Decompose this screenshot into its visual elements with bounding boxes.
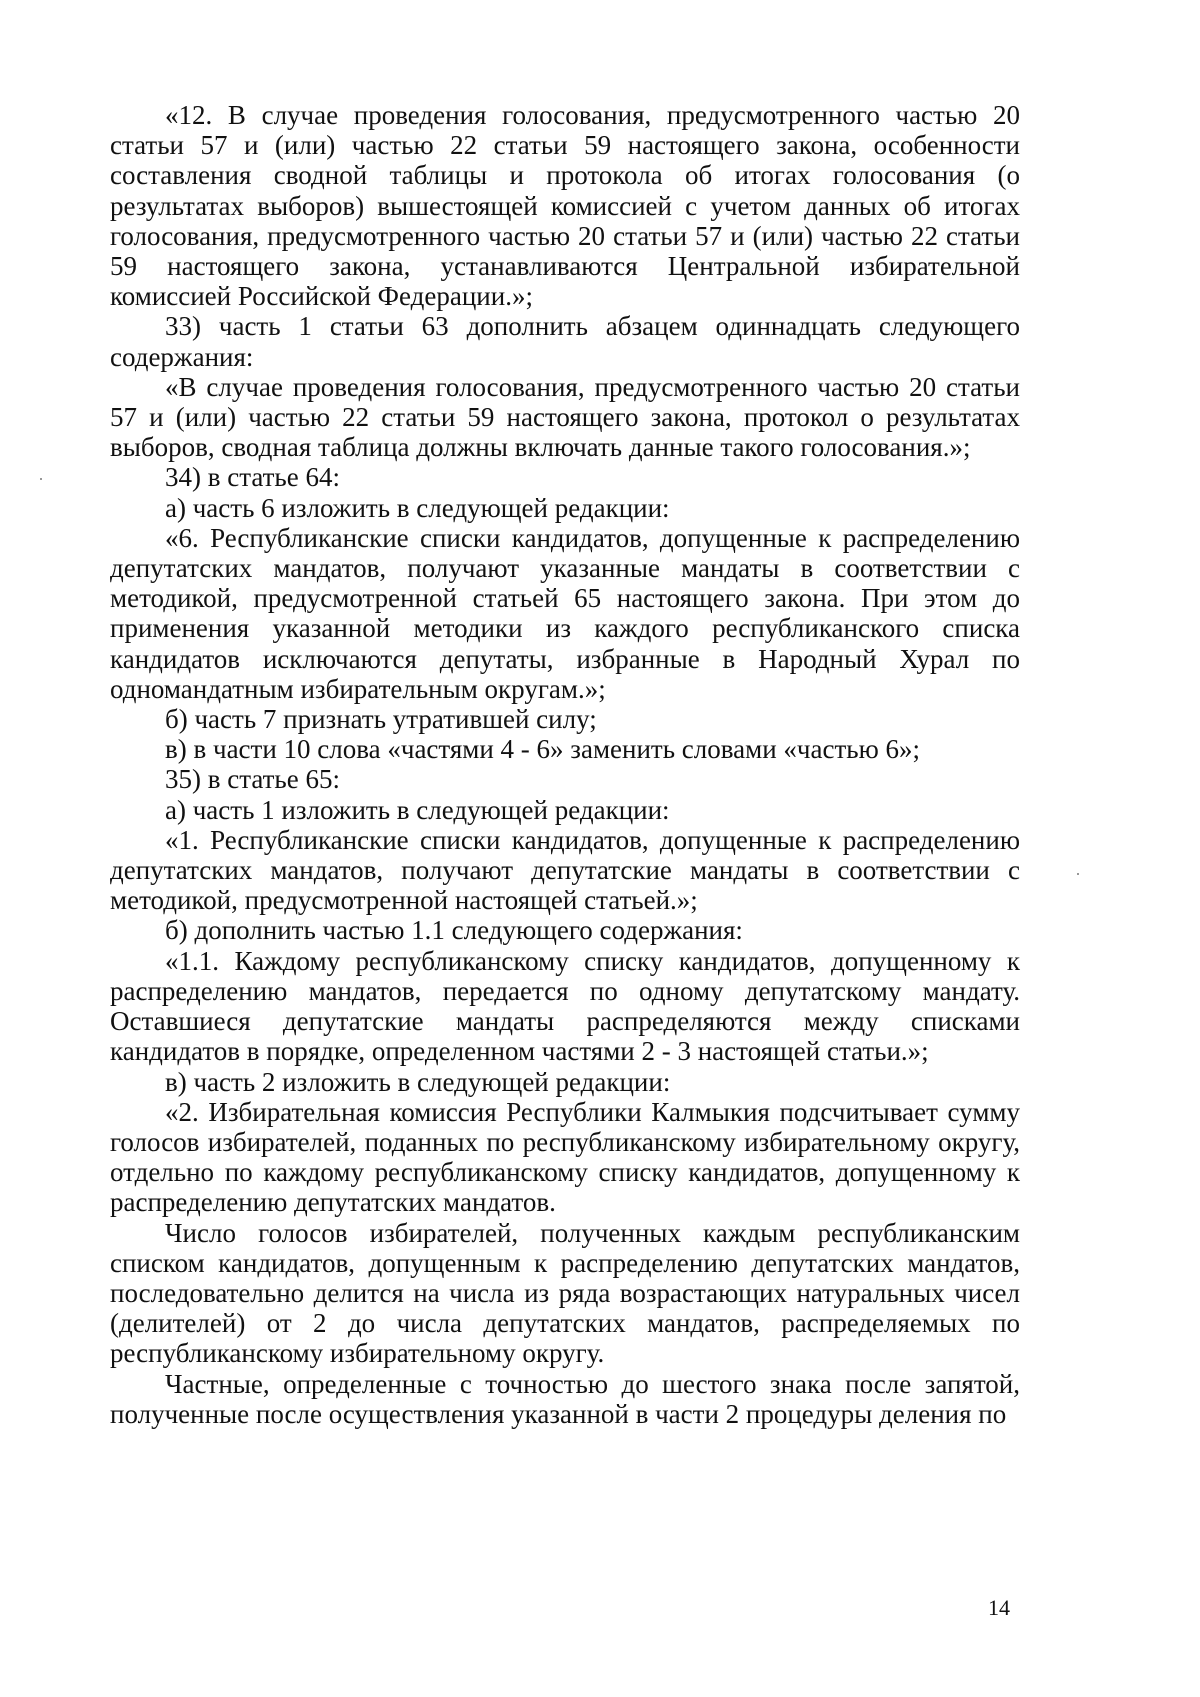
paragraph-item-35-b: б) дополнить частью 1.1 следующего содержания: xyxy=(165,915,743,946)
paragraph-item-35: 35) в статье 65: xyxy=(165,764,340,795)
paragraph-clause-12: «12. В случае проведения голосования, предусмотренного частью 20 статьи 57 и (или) частью 22 статьи 59 настоящего закона, особенности составления сводной таблицы и протокола об итогах голосования (о результатах выборов) вышестоящей комиссией с учетом данных об итогах голосования, предусмотренного частью 20 статьи 57 и (или) частью 22 статьи 59 настоящего закона, устанавливаются Центральной избирательной комиссией Российской Федерации.»; xyxy=(110,100,1020,312)
paragraph-item-33: 33) часть 1 статьи 63 дополнить абзацем одиннадцать следующего содержания: xyxy=(110,311,1020,372)
page-number: 14 xyxy=(988,1595,1010,1620)
paragraph-item-35-b-text: «1.1. Каждому республиканскому списку кандидатов, допущенному к распределению мандатов, передается по одному депутатскому мандату. Оставшиеся депутатские мандаты распределяются между списками кандидатов в порядке, определенном частями 2 - 3 настоящей статьи.»; xyxy=(110,945,1020,1067)
paragraph-item-34-b: б) часть 7 признать утратившей силу; xyxy=(165,704,597,735)
paragraph-item-35-v: в) часть 2 изложить в следующей редакции: xyxy=(165,1066,671,1097)
paragraph-item-35-a: а) часть 1 изложить в следующей редакции: xyxy=(165,794,670,825)
paragraph-item-34: 34) в статье 64: xyxy=(165,462,340,493)
paragraph-item-34-a-text: «6. Республиканские списки кандидатов, допущенные к распределению депутатских мандатов, получают указанные мандаты в соответствии с методикой, предусмотренной статьей 65 настоящего закона. При этом до применения указанной методики из каждого республиканского списка кандидатов исключаются депутаты, избранные в Народный Хурал по одномандатным избирательным округам.»; xyxy=(110,522,1020,704)
document-body xyxy=(110,100,1020,1429)
scan-speck xyxy=(40,478,42,480)
paragraph-item-35-a-text: «1. Республиканские списки кандидатов, допущенные к распределению депутатских мандатов, получают депутатские мандаты в соответствии с методикой, предусмотренной настоящей статьей.»; xyxy=(110,824,1020,916)
paragraph-item-34-a: а) часть 6 изложить в следующей редакции: xyxy=(165,492,670,523)
paragraph-item-33-text: «В случае проведения голосования, предусмотренного частью 20 статьи 57 и (или) частью 22 статьи 59 настоящего закона, протокол о результатах выборов, сводная таблица должны включать данные такого голосования.»; xyxy=(110,371,1020,463)
paragraph-item-35-v-text: «2. Избирательная комиссия Республики Калмыкия подсчитывает сумму голосов избирателей, поданных по республиканскому избирательному округу, отдельно по каждому республиканскому списку кандидатов, допущенному к распределению депутатских мандатов. xyxy=(110,1096,1020,1218)
scan-speck xyxy=(1077,873,1079,875)
paragraph-item-34-v: в) в части 10 слова «частями 4 - 6» заменить словами «частью 6»; xyxy=(165,734,920,765)
paragraph-divisor-method: Число голосов избирателей, полученных каждым республиканским списком кандидатов, допущенным к распределению депутатских мандатов, последовательно делится на числа из ряда возрастающих натуральных чисел (делителей) от 2 до числа депутатских мандатов, распределяемых по республиканскому избирательному округу. xyxy=(110,1217,1020,1369)
paragraph-quotients: Частные, определенные с точностью до шестого знака после запятой, полученные после осуществления указанной в части 2 процедуры деления по xyxy=(110,1368,1020,1429)
